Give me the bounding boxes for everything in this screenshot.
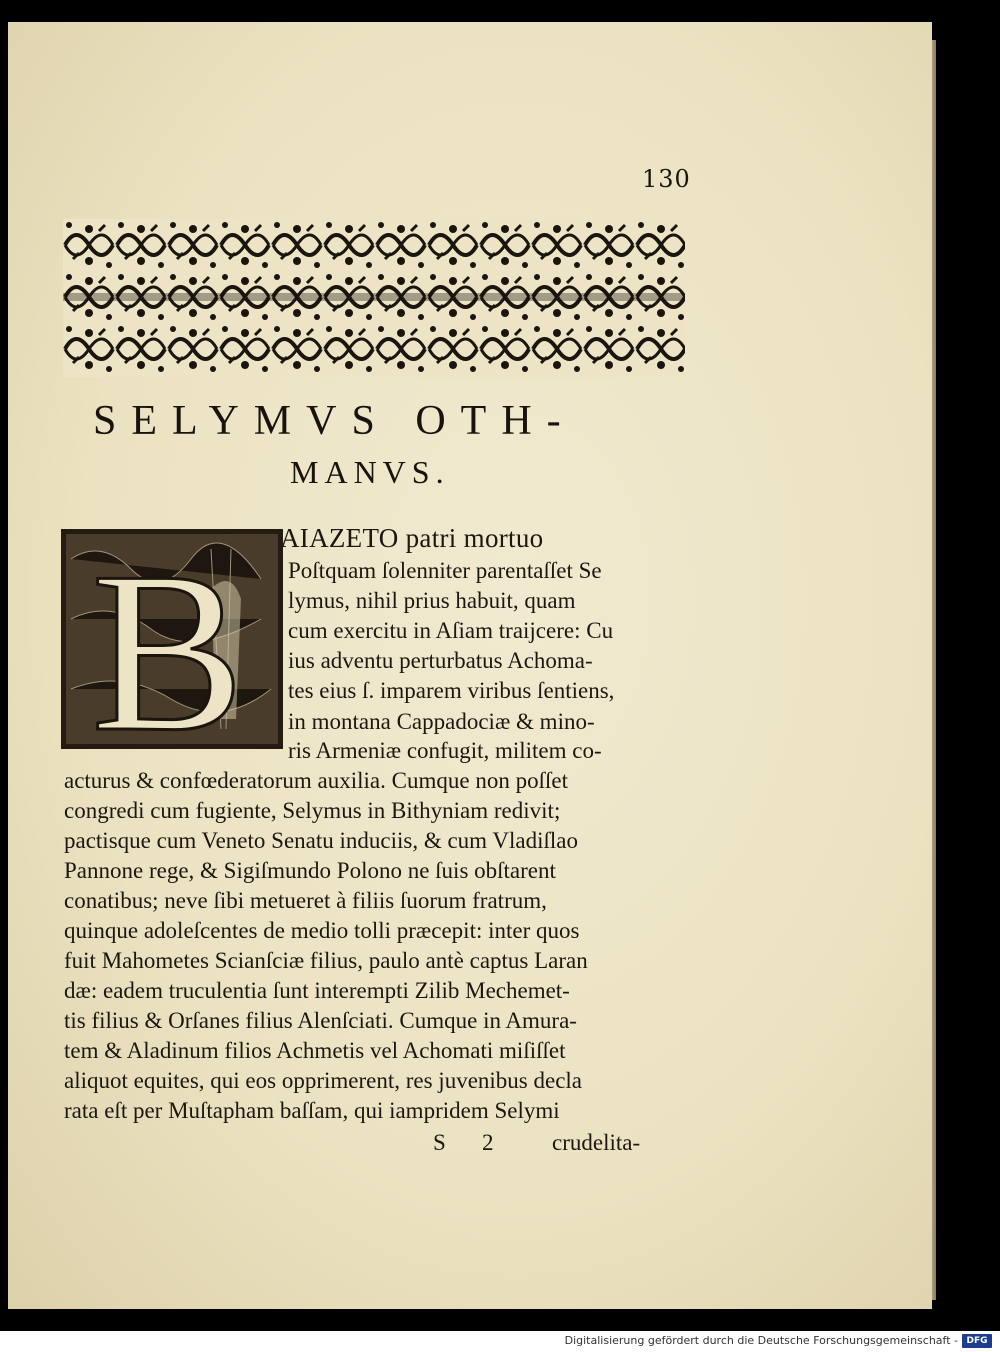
text-line: fuit Mahometes Scianſciæ filius, paulo antè captus Laran — [64, 948, 588, 973]
text-line: pactisque cum Veneto Senatu induciis, & cum Vladiſlao — [64, 828, 578, 853]
text-line: aliquot equites, qui eos opprimerent, res juvenibus decla — [64, 1068, 583, 1093]
chapter-heading-line2: MANVS. — [290, 454, 450, 490]
text-line: ius adventu perturbatus Achoma- — [288, 648, 593, 673]
text-line: ris Armeniæ confugit, militem co- — [288, 738, 602, 763]
text-line: in montana Cappadociæ & mino- — [288, 709, 595, 734]
funding-notice: Digitalisierung gefördert durch die Deutsche Forschungsgemeinschaft - — [564, 1334, 958, 1347]
text-line: Poſtquam ſolenniter parentaſſet Se — [288, 558, 602, 583]
initial-letter: B — [91, 529, 245, 749]
scanned-page — [8, 22, 932, 1309]
text-line: quinque adoleſcentes de medio tolli præcepit: inter quos — [64, 918, 580, 943]
text-line: lymus, nihil prius habuit, quam — [288, 588, 576, 613]
signature-mark: S — [433, 1130, 446, 1155]
text-line: tes eius ſ. imparem viribus ſentiens, — [288, 678, 615, 703]
woodcut-initial — [61, 529, 283, 749]
text-line: congredi cum fugiente, Selymus in Bithyniam redivit; — [64, 798, 561, 823]
text-line: dæ: eadem truculentia ſunt interempti Zilib Mechemet- — [64, 978, 570, 1003]
text-line: conatibus; neve ſibi metueret à filiis ſuorum fratrum, — [64, 888, 547, 913]
page-number: 130 — [642, 165, 691, 193]
dfg-logo-icon: DFG — [962, 1334, 992, 1348]
text-line: rata eſt per Muſtapham baſſam, qui iampridem Selymi — [64, 1098, 560, 1123]
text-line: tem & Aladinum filios Achmetis vel Achomati miſiſſet — [64, 1038, 566, 1063]
chapter-heading-line1: SELYMVS OTH- — [93, 398, 576, 444]
text-line: tis filius & Orſanes filius Alenſciati. Cumque in Amura- — [64, 1008, 577, 1033]
text-line: Pannone rege, & Sigiſmundo Polono ne ſuis obſtarent — [64, 858, 556, 883]
signature-number: 2 — [482, 1130, 494, 1155]
footer-bar — [0, 1331, 1000, 1352]
text-line: cum exercitu in Aſiam traijcere: Cu — [288, 618, 614, 643]
catchword: crudelita- — [552, 1130, 641, 1155]
text-line: acturus & confœderatorum auxilia. Cumque non poſſet — [64, 768, 568, 793]
ornament-band — [63, 219, 685, 377]
text-line: AIAZETO patri mortuo — [280, 523, 544, 553]
